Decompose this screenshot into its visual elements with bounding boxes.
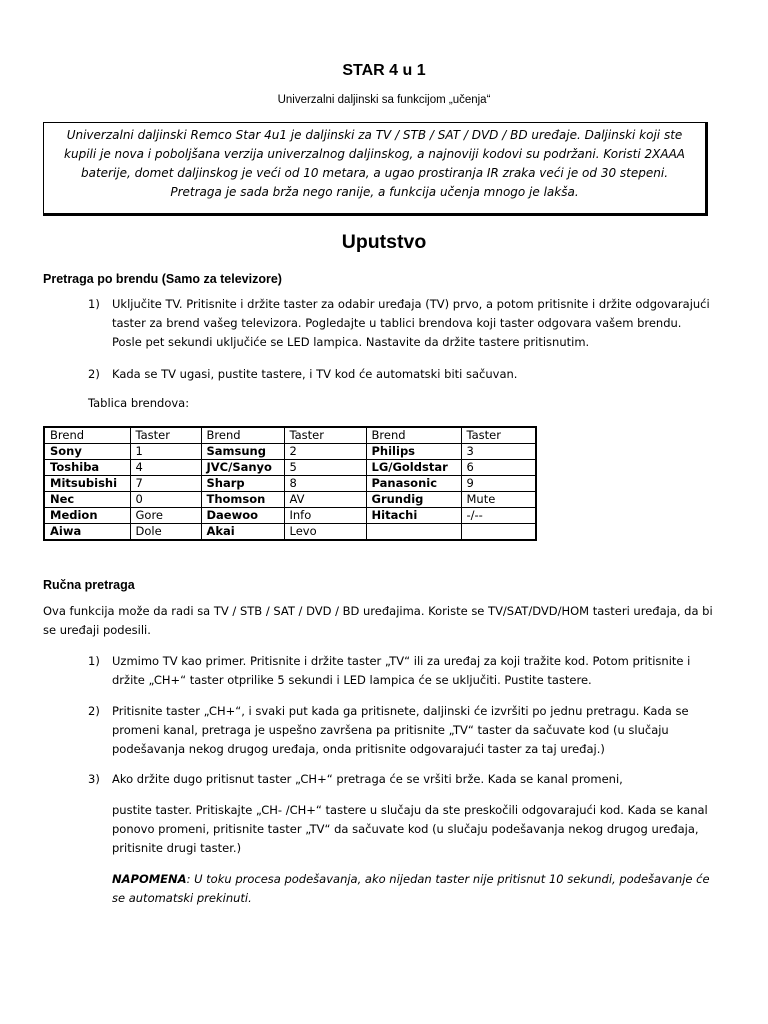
table-header-row [44, 427, 536, 444]
list-item: Uključite TV. Pritisnite i držite taster za odabir uređaja (TV) prvo, a potom pritisnite i držite odgovarajući taster za brend vašeg televizora. Pogledajte u tablici brendova koji taster odgovara vašem brendu. Posle pet sekundi uključiće se LED lampica. Nastavite da držite tastere pritisnutim. [112, 297, 710, 349]
table-cell: Medion [44, 508, 130, 524]
table-cell: Mitsubishi [44, 476, 130, 492]
brand-table-label: Tablica brendova: [88, 396, 190, 410]
table-cell: Philips [366, 444, 461, 460]
manual-search-heading: Ručna pretraga [43, 578, 135, 592]
table-cell: 4 [130, 460, 201, 476]
table-cell: Samsung [201, 444, 284, 460]
list-item: Kada se TV ugasi, pustite tastere, i TV kod će automatski biti sačuvan. [112, 367, 518, 381]
list-item-continuation: pustite taster. Pritiskajte „CH- /CH+“ tastere u slučaju da ste preskočili odgovarajući kod. Kada se kanal ponovo promeni, pritisnite taster „TV“ da sačuvate kod (u slučaju podešavanja nekog drugog uređaja, pritisnite drugi taster.) [112, 803, 708, 855]
list-item: Ako držite dugo pritisnut taster „CH+“ pretraga će se vršiti brže. Kada se kanal promeni, [112, 772, 623, 786]
table-cell: 8 [284, 476, 366, 492]
list-number: 2) [88, 704, 100, 718]
list-number: 1) [88, 297, 100, 311]
table-cell: Panasonic [366, 476, 461, 492]
table-cell: Thomson [201, 492, 284, 508]
document-title: STAR 4 u 1 [342, 62, 426, 79]
table-cell: Hitachi [366, 508, 461, 524]
list-item: Pritisnite taster „CH+“, i svaki put kada ga pritisnete, daljinski će izvršiti po jednu pretragu. Kada se promeni kanal, pretraga je uspešno završena pa pritisnite „TV“ taster da sačuvate kod (u slučaju podešavanja nekog drugog uređaja, onda pritisnite odgovarajući taster za taj uređaj.) [112, 704, 689, 756]
table-cell: Sony [44, 444, 130, 460]
note-text: : U toku procesa podešavanja, ako nijedan taster nije pritisnut 10 sekundi, podešavanje će se automatski prekinuti. [112, 872, 710, 905]
table-cell: Gore [130, 508, 201, 524]
table-cell: 1 [130, 444, 201, 460]
list-number: 1) [88, 654, 100, 668]
table-row [44, 444, 536, 460]
table-row [44, 460, 536, 476]
table-header-cell: Taster [284, 427, 366, 444]
table-cell: Sharp [201, 476, 284, 492]
table-cell: AV [284, 492, 366, 508]
table-header-cell: Brend [44, 427, 130, 444]
table-cell: Grundig [366, 492, 461, 508]
table-cell: JVC/Sanyo [201, 460, 284, 476]
brand-table [43, 426, 537, 541]
table-cell: Nec [44, 492, 130, 508]
note-label: NAPOMENA [112, 872, 187, 886]
table-cell: Levo [284, 524, 366, 541]
table-cell: Info [284, 508, 366, 524]
table-cell: Aiwa [44, 524, 130, 541]
table-header-cell: Brend [366, 427, 461, 444]
table-header-cell: Brend [201, 427, 284, 444]
table-cell: 9 [461, 476, 536, 492]
table-cell: Dole [130, 524, 201, 541]
table-cell: -/-- [461, 508, 536, 524]
table-cell: 3 [461, 444, 536, 460]
list-item: Uzmimo TV kao primer. Pritisnite i držite taster „TV“ ili za uređaj za koji tražite kod. Potom pritisnite i držite „CH+“ taster otprilike 5 sekundi i LED lampica će se uključiti. Pustite tastere. [112, 654, 691, 687]
table-cell: LG/Goldstar [366, 460, 461, 476]
instructions-heading: Uputstvo [341, 231, 427, 253]
table-cell: 2 [284, 444, 366, 460]
table-row [44, 492, 536, 508]
intro-box: Univerzalni daljinski Remco Star 4u1 je daljinski za TV / STB / SAT / DVD / BD uređaje. Daljinski koji ste kupili je nova i poboljšana verzija univerzalnog daljinskog, a najnoviji kodovi su podržani. Koristi 2XAAA baterije, domet daljinskog je veći od 10 metara, a ugao prostiranja IR zraka veći je od 30 stepeni. Pretraga je sada brža nego ranije, a funkcija učenja mnogo je lakša. [43, 122, 708, 216]
table-row [44, 508, 536, 524]
table-cell: Toshiba [44, 460, 130, 476]
table-header-cell: Taster [461, 427, 536, 444]
table-cell: Akai [201, 524, 284, 541]
manual-search-intro: Ova funkcija može da radi sa TV / STB / SAT / DVD / BD uređajima. Koriste se TV/SAT/DVD/HOM tasteri uređaja, da bi se uređaji podesili. [43, 604, 713, 637]
brand-search-heading: Pretraga po brendu (Samo za televizore) [43, 272, 282, 286]
table-row [44, 476, 536, 492]
table-header-cell: Taster [130, 427, 201, 444]
table-row [44, 524, 536, 541]
list-number: 3) [88, 772, 100, 786]
table-cell: Daewoo [201, 508, 284, 524]
table-cell: Mute [461, 492, 536, 508]
document-subtitle: Univerzalni daljinski sa funkcijom „učenja“ [277, 94, 491, 106]
table-cell [366, 524, 461, 541]
table-cell: 6 [461, 460, 536, 476]
table-cell: 5 [284, 460, 366, 476]
table-cell [461, 524, 536, 541]
list-number: 2) [88, 367, 100, 381]
table-cell: 7 [130, 476, 201, 492]
table-cell: 0 [130, 492, 201, 508]
note [112, 870, 712, 908]
